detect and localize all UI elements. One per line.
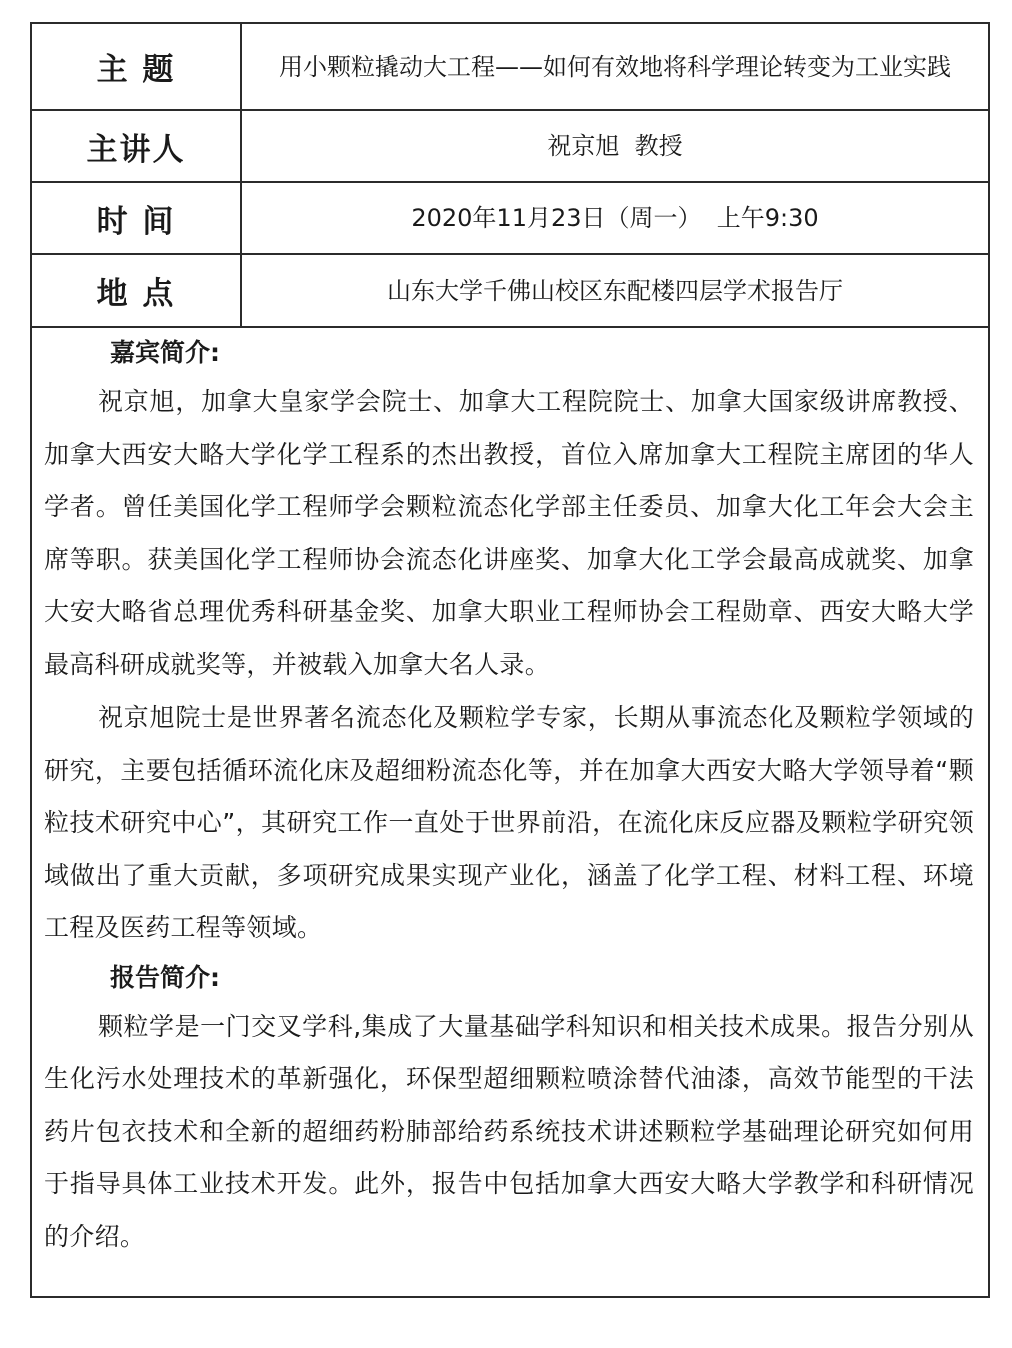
place-row: [32, 255, 988, 328]
report-intro-heading: 报告简介:: [110, 962, 220, 992]
speaker-row: [32, 111, 988, 183]
guest-intro-heading: 嘉宾简介:: [110, 338, 220, 367]
time-label: 时 间: [32, 183, 242, 253]
speaker-value: 祝京旭 教授: [547, 132, 683, 160]
topic-value: 用小颗粒撬动大工程——如何有效地将科学理论转变为工业实践: [279, 52, 951, 81]
place-label: 地 点: [32, 255, 242, 326]
guest-intro-paragraph-1: 祝京旭，加拿大皇家学会院士、加拿大工程院院士、加拿大国家级讲席教授、加拿大西安大略大学化学工程系的杰出教授，首位入席加拿大工程院主席团的华人学者。曾任美国化学工程师学会颗粒流态化学部主任委员、加拿大化工年会大会主席等职。获美国化学工程师协会流态化讲座奖、加拿大化工学会最高成就奖、加拿大安大略省总理优秀科研基金奖、加拿大职业工程师协会工程勋章、西安大略大学最高科研成就奖等，并被载入加拿大名人录。: [44, 387, 974, 679]
speaker-label: 主讲人: [32, 111, 242, 181]
time-value: 2020年11月23日（周一） 上午9:30: [411, 204, 819, 232]
description-body: [44, 330, 974, 1263]
guest-intro-paragraph-2: 祝京旭院士是世界著名流态化及颗粒学专家，长期从事流态化及颗粒学领域的研究，主要包括循环流化床及超细粉流态化等，并在加拿大西安大略大学领导着“颗粒技术研究中心”，其研究工作一直处于世界前沿，在流化床反应器及颗粒学研究领域做出了重大贡献，多项研究成果实现产业化，涵盖了化学工程、材料工程、环境工程及医药工程等领域。: [44, 703, 974, 942]
topic-label: 主 题: [32, 24, 242, 109]
place-value: 山东大学千佛山校区东配楼四层学术报告厅: [387, 276, 843, 305]
seminar-notice-table: [30, 22, 990, 1298]
report-intro-paragraph: 颗粒学是一门交叉学科,集成了大量基础学科知识和相关技术成果。报告分别从生化污水处理技术的革新强化，环保型超细颗粒喷涂替代油漆，高效节能型的干法药片包衣技术和全新的超细药粉肺部给药系统技术讲述颗粒学基础理论研究如何用于指导具体工业技术开发。此外，报告中包括加拿大西安大略大学教学和科研情况的介绍。: [44, 1011, 974, 1251]
time-row: [32, 183, 988, 255]
topic-row: [32, 24, 988, 111]
